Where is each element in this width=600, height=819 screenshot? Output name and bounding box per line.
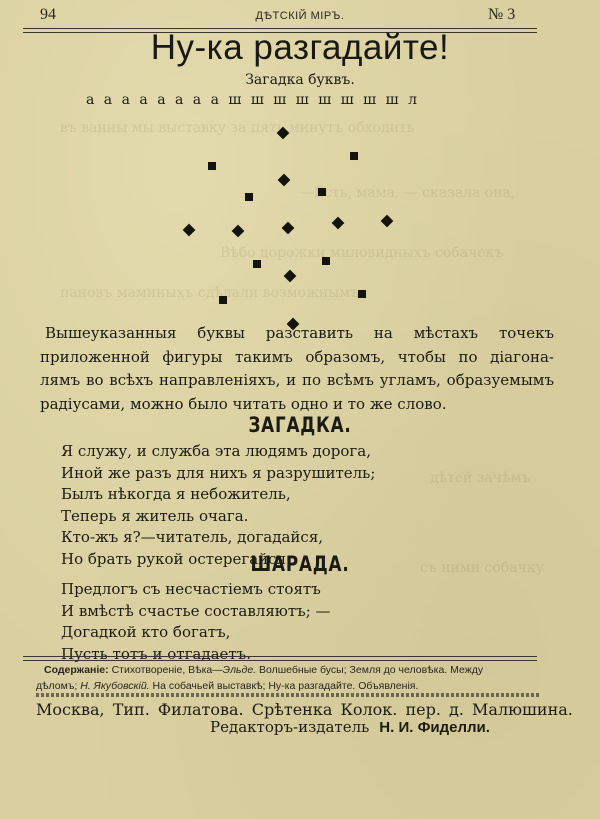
diamond-dot-icon — [282, 222, 295, 235]
diamond-dot-icon — [232, 225, 245, 238]
puzzle-title: Ну-ка разгадайте! — [150, 28, 450, 67]
verse-line: Я служу, и служба эта людямъ дорога, — [61, 442, 372, 460]
charade-heading: ШАРАДА. — [250, 552, 350, 576]
verse-line: Но брать рукой остерегайся. — [61, 549, 291, 568]
wavy-divider — [36, 693, 540, 697]
contents-double-rule — [23, 656, 537, 661]
verse-line: Кто-жъ я?—читатель, догадайся, — [61, 528, 324, 547]
square-dot-icon — [253, 260, 261, 268]
instruction-line: Вышеуказанныя буквы разставить на мѣстахъ точекъ — [45, 324, 554, 342]
verse-line: Пусть тотъ и отгадаетъ. — [61, 644, 252, 663]
puzzle-letters: а а а а а а а а ш ш ш ш ш ш ш ш л — [86, 92, 418, 108]
verse-line: Иной же разъ для нихъ я разрушитель; — [61, 463, 376, 482]
instruction-line: лямъ во всѣхъ направленіяхъ, и по всѣмъ угламъ, образуемымъ — [40, 371, 554, 389]
contents-text: Волшебные бусы; Земля до человѣка. Между — [256, 664, 484, 676]
instructions-paragraph — [40, 322, 554, 416]
square-dot-icon — [350, 152, 358, 160]
diamond-dot-icon — [183, 224, 196, 237]
verse-line: Былъ нѣкогда я небожитель, — [61, 485, 291, 504]
contents-text: Стихотвореніе, Вѣка— — [108, 664, 223, 676]
contents-text: дѣломъ; — [36, 680, 81, 692]
bleed-through-text: съ ними собачку — [420, 560, 544, 576]
page-number: 94 — [40, 6, 56, 23]
verse-line: Теперь я житель очага. — [61, 506, 249, 525]
bleed-through-text: дѣтей зачѣмъ — [430, 470, 531, 486]
editor-name: Н. И. Фиделли. — [379, 719, 490, 736]
square-dot-icon — [208, 162, 216, 170]
square-dot-icon — [318, 188, 326, 196]
square-dot-icon — [219, 296, 227, 304]
square-dot-icon — [322, 257, 330, 265]
square-dot-icon — [358, 290, 366, 298]
square-dot-icon — [245, 193, 253, 201]
instruction-line: приложенной фигуры такимъ образомъ, чтобы по діагона- — [40, 347, 554, 366]
instruction-line: радіусами, можно было читать одно и то же слово. — [40, 394, 447, 413]
issue-number: № 3 — [488, 6, 516, 23]
contents-line — [36, 678, 528, 694]
bleed-through-text: —Есть, мама, — сказала она, — [300, 185, 516, 201]
charade-verse — [61, 579, 331, 665]
editor-label: Редакторъ-издатель — [210, 718, 370, 736]
table-of-contents — [36, 662, 528, 694]
bleed-through-text: пановъ маминыхъ сдѣлали возможнымъ — [60, 285, 360, 301]
diamond-dot-icon — [381, 215, 394, 228]
verse-line: Догадкой кто богатъ, — [61, 623, 231, 642]
printer-imprint: Москва, Тип. Филатова. Срѣтенка Колок. пер. д. Малюшина. — [36, 700, 573, 719]
editor-line — [210, 718, 490, 736]
diamond-dot-icon — [284, 270, 297, 283]
contents-author: Н. Якубовскій. — [80, 680, 150, 692]
diamond-dot-icon — [277, 127, 290, 140]
puzzle-subtitle: Загадка буквъ. — [245, 72, 355, 88]
riddle-heading: ЗАГАДКА. — [248, 413, 352, 437]
contents-label: Содержаніе: — [44, 664, 109, 676]
verse-line: И вмѣстѣ счастье составляютъ; — — [61, 601, 331, 620]
bleed-through-text: Вѣбо дорожки миловидныхъ собачекъ — [220, 245, 504, 261]
diamond-dot-icon — [332, 217, 345, 230]
diamond-dot-icon — [278, 174, 291, 187]
contents-line — [36, 662, 528, 678]
contents-text: На собачьей выставкѣ; Ну-ка разгадайте. Объявленія. — [149, 680, 419, 692]
contents-author: Эльде. — [222, 664, 257, 676]
journal-title: ДѢТСКІЙ МІРЪ. — [255, 10, 345, 22]
bleed-through-text: въ ванны мы выставку за пять минутъ обходить — [60, 120, 415, 136]
verse-line: Предлогъ съ несчастіемъ стоятъ — [61, 580, 321, 598]
